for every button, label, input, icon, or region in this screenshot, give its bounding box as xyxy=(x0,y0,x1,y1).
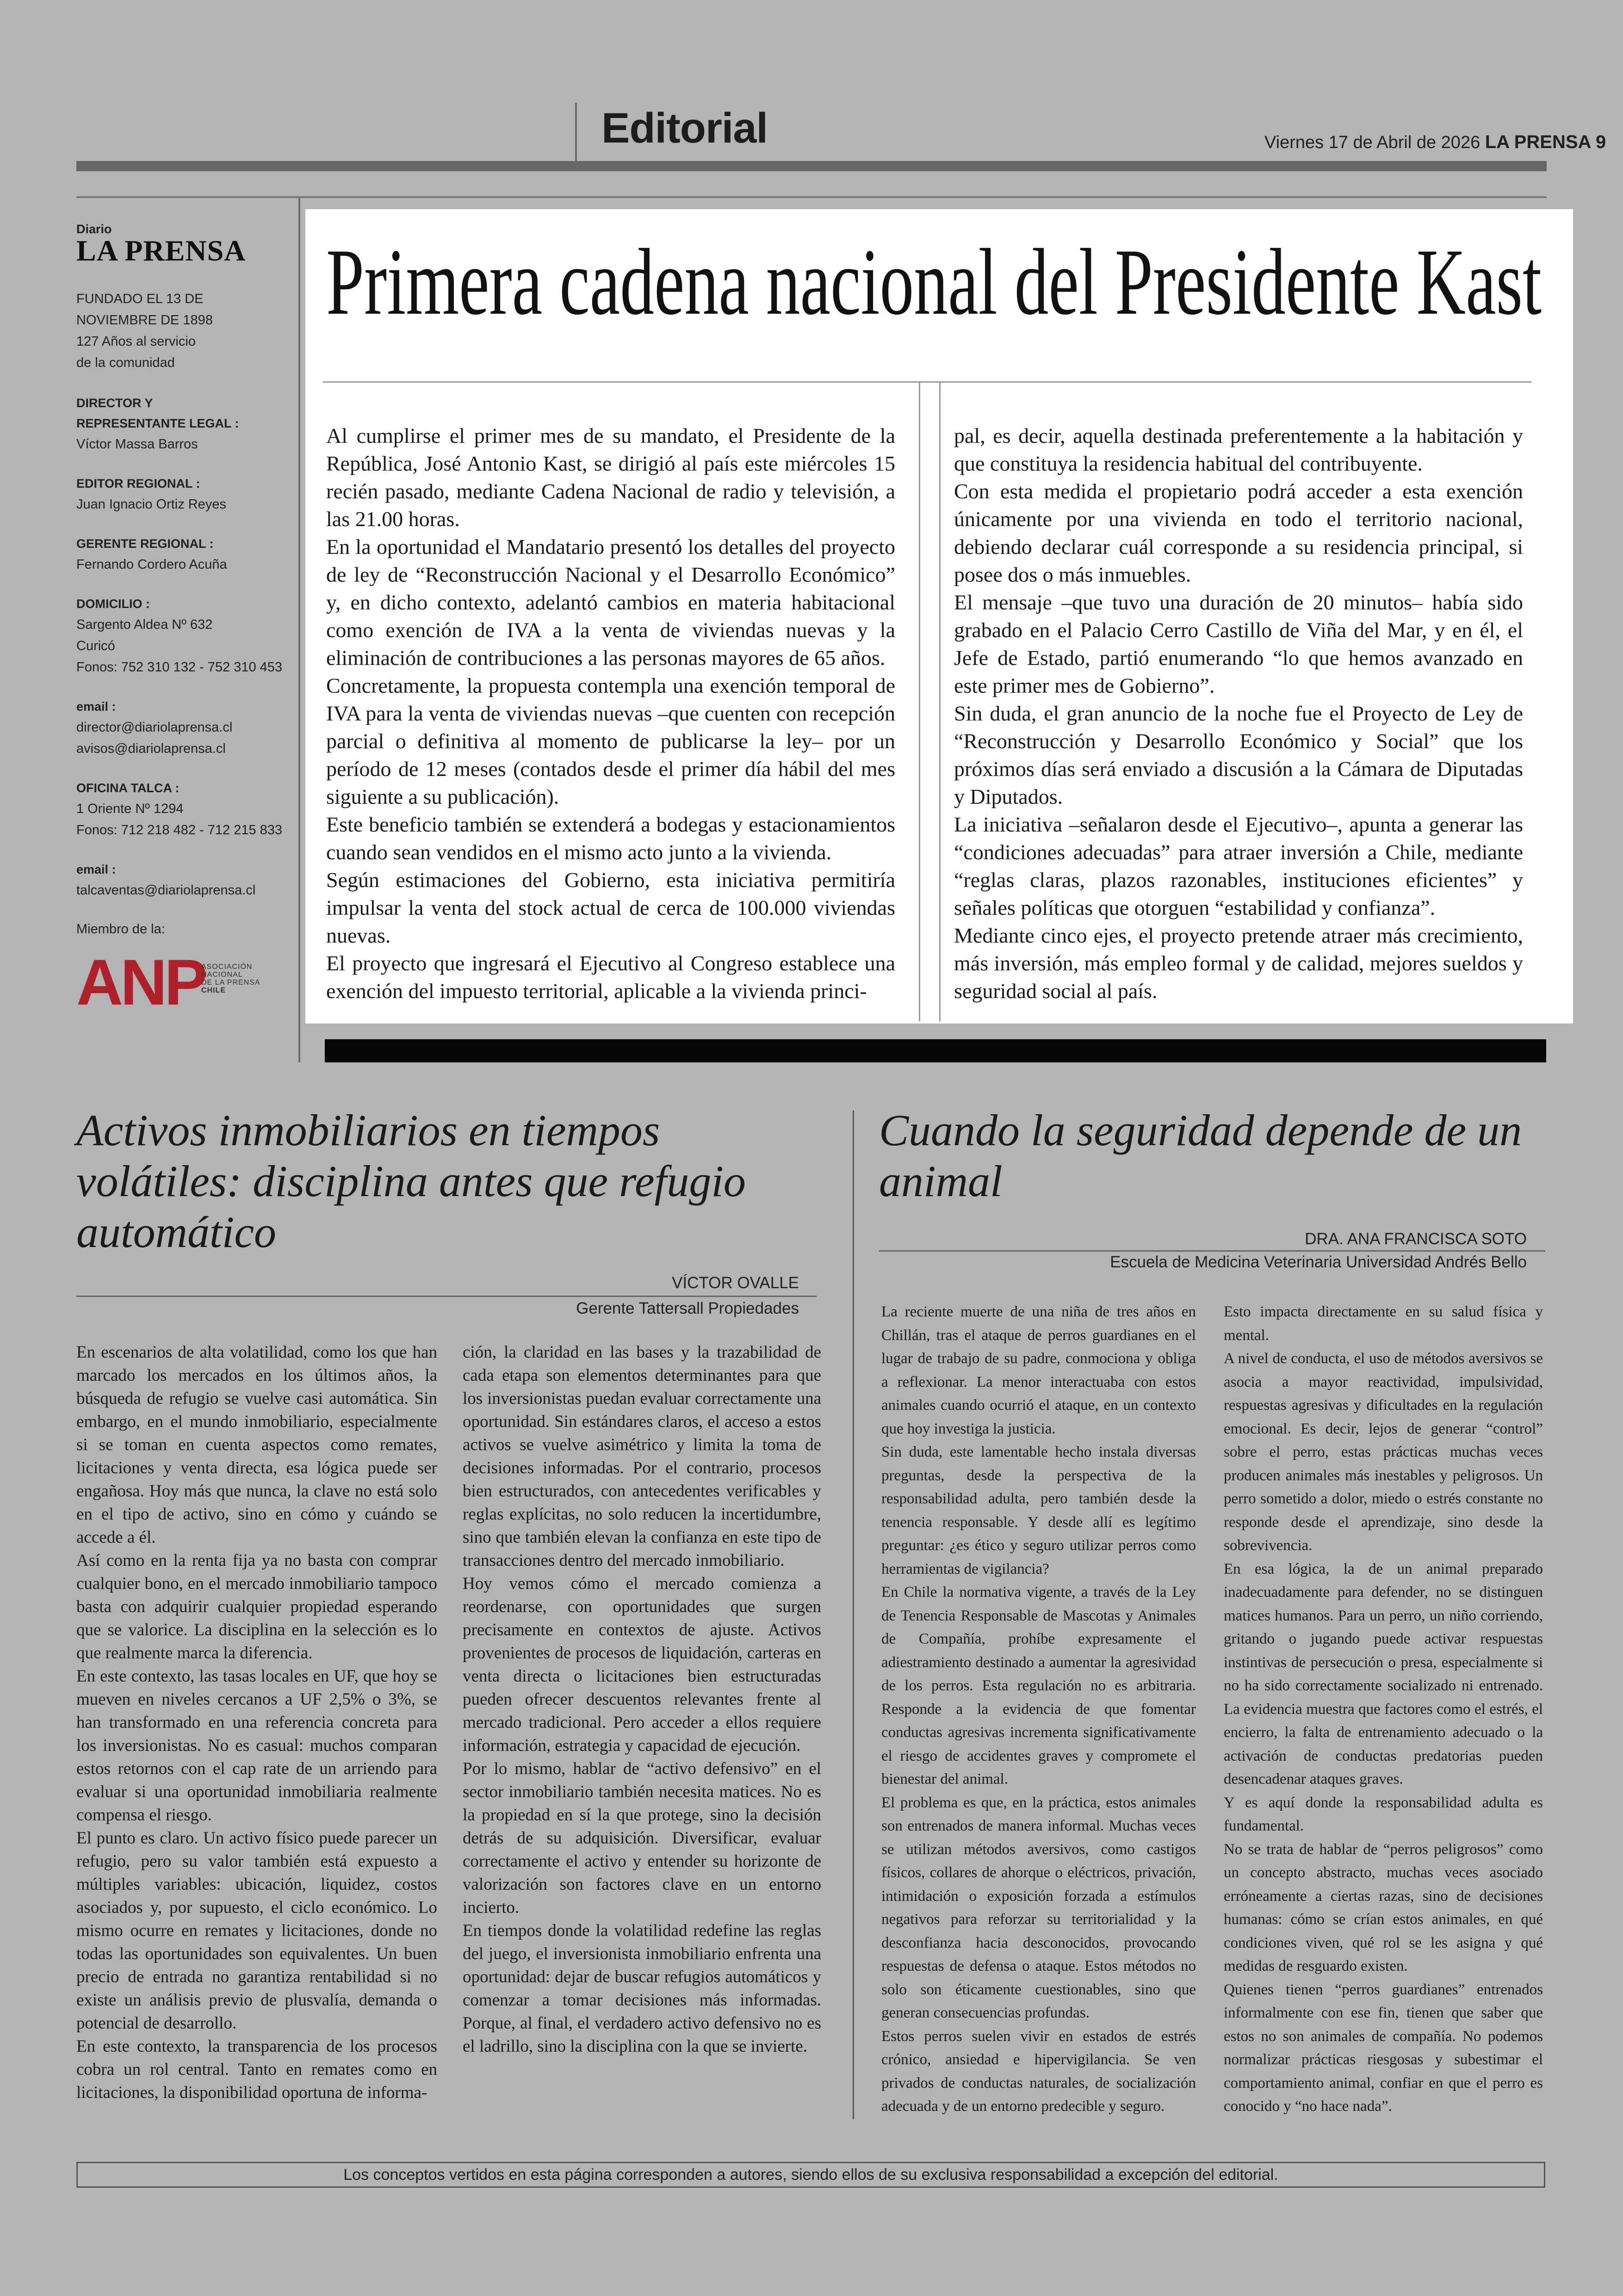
member-label: Miembro de la: xyxy=(76,922,165,937)
paragraph: A nivel de conducta, el uso de métodos aversivos se asocia a mayor reactividad, impulsividad, respuestas agresivas y dificultades en la regulación emocional. Es decir, lejos de generar “control” sobre el perro, estas prácticas muchas veces producen animales más inestables y peligrosos. Un perro sometido a dolor, miedo o estrés constante no responde desde el aprendizaje, sino desde la sobrevivencia. xyxy=(1224,1350,1543,1554)
paragraph: El problema es que, en la práctica, estos animales son entrenados de manera informal. Muchas veces se utilizan métodos aversivos, como castigos físicos, collares de ahorque o eléctricos, privación, intimidación o exposición forzada a estímulos negativos para reforzar su territorialidad y la desconfianza hacia desconocidos, provocando respuestas de defensa o ataque. Estos métodos no solo son éticamente cuestionables, sino que generan consecuencias profundas. xyxy=(881,1794,1196,2021)
anp-logo-mark: ANP xyxy=(76,946,205,1018)
address-line: Curicó xyxy=(76,639,115,653)
paragraph: Concretamente, la propuesta contempla una exención temporal de IVA para la venta de viviendas nuevas –que cuenten con recepción parcial o definitiva al momento de publicarse la ley– por un período de 12 meses (contados desde el primer día hábil del mes siguiente a su publicación). xyxy=(326,674,895,808)
masthead xyxy=(76,222,294,1019)
address-label: DOMICILIO : xyxy=(76,597,150,611)
column-rule xyxy=(939,383,941,1021)
email-link[interactable]: director@diariolaprensa.cl xyxy=(76,720,233,735)
editorial-column-1 xyxy=(326,422,895,1005)
header-dateline xyxy=(1264,132,1606,153)
paragraph: Con esta medida el propietario podrá acceder a esta exención únicamente por una vivienda en todo el territorio nacional, debiendo declarar cuál corresponde a su residencia principal, si posee dos o más inmuebles. xyxy=(954,479,1523,586)
article2-author-role: Escuela de Medicina Veterinaria Universidad Andrés Bello xyxy=(1110,1253,1527,1271)
masthead-divider xyxy=(298,198,300,1062)
column-rule xyxy=(919,383,920,1021)
paragraph: El proyecto que ingresará el Ejecutivo al Congreso establece una exención del impuesto territorial, aplicable a la vivienda princi- xyxy=(326,951,895,1003)
article1-author-role: Gerente Tattersall Propiedades xyxy=(576,1299,799,1317)
paragraph: pal, es decir, aquella destinada preferentemente a la habitación y que constituya la residencia habitual del contribuyente. xyxy=(954,424,1523,475)
paragraph: En escenarios de alta volatilidad, como los que han marcado los mercados en los últimos años, la búsqueda de refugio se vuelve casi automática. Sin embargo, en el mundo inmobiliario, especialmente si se toman en cuenta aspectos como remates, licitaciones y venta directa, esa lógica puede ser engañosa. Hoy más que nunca, la clave no está solo en el tipo de activo, sino en cómo y cuándo se accede a él. xyxy=(76,1343,437,1547)
paragraph: Sin duda, este lamentable hecho instala diversas preguntas, desde la perspectiva de la responsabilidad adulta, pero también desde la tenencia responsable. Y desde allí es legítimo preguntar: ¿es ético y seguro utilizar perros como herramientas de vigilancia? xyxy=(881,1444,1196,1577)
paragraph: En este contexto, las tasas locales en UF, que hoy se mueven en niveles cercanos a UF 2,5% o 3%, se han transformado en una referencia concreta para los inversionistas. No es casual: muchos comparan estos retornos con el cap rate de un arriendo para evaluar si una oportunidad inmobiliaria realmente compensa el riesgo. xyxy=(76,1667,437,1824)
editor-label: EDITOR REGIONAL : xyxy=(76,477,200,490)
manager-name: Fernando Cordero Acuña xyxy=(76,557,227,572)
article2-headline: Cuando la seguridad depende de un animal xyxy=(879,1105,1522,1206)
article1-byline-rule xyxy=(76,1296,817,1297)
paragraph: Quienes tienen “perros guardianes” entrenados informalmente con ese fin, tienen que saber que estos no son animales de compañía. No podemos normalizar prácticas riesgosas y subestimar el comportamiento animal, confiar en que el perro es conocido y “no hace nada”. xyxy=(1224,1981,1543,2115)
editor-name: Juan Ignacio Ortiz Reyes xyxy=(76,497,226,512)
talca-phones: Fonos: 712 218 482 - 712 215 833 xyxy=(76,823,283,838)
paragraph: Al cumplirse el primer mes de su mandato, el Presidente de la República, José Antonio Kast, se dirigió al país este miércoles 15 recién pasado, mediante Cadena Nacional de radio y televisión, a las 21.00 horas. xyxy=(326,424,895,531)
director-label: DIRECTOR Y REPRESENTANTE LEGAL : xyxy=(76,396,239,430)
article2-column-1 xyxy=(881,1300,1196,2118)
editorial-column-2 xyxy=(954,422,1523,1005)
paragraph: ción, la claridad en las bases y la trazabilidad de cada etapa son elementos determinantes para que los inversionistas puedan evaluar correctamente una oportunidad. Sin estándares claros, el acceso a estos activos se vuelve asimétrico y limita la toma de decisiones informadas. Por el contrario, procesos bien estructurados, con antecedentes verificables y reglas explícitas, no solo reducen la incertidumbre, sino que también elevan la confianza en este tipo de transacciones dentro del mercado inmobiliario. xyxy=(463,1343,821,1570)
anp-logo-caption: ASOCIACIÓN NACIONAL DE LA PRENSA CHILE xyxy=(201,963,260,994)
paragraph: Según estimaciones del Gobierno, esta iniciativa permitiría impulsar la venta del stock actual de cerca de 100.000 viviendas nuevas. xyxy=(326,868,895,947)
article1-headline: Activos inmobiliarios en tiempos volátiles: disciplina antes que refugio automático xyxy=(76,1105,746,1257)
section-title: Editorial xyxy=(601,105,768,152)
footer-disclaimer: Los conceptos vertidos en esta página corresponden a autores, siendo ellos de su exclusiva responsabilidad a excepción del editorial. xyxy=(76,2162,1545,2188)
editorial-bottom-bar xyxy=(325,1039,1546,1062)
paragraph: Esto impacta directamente en su salud física y mental. xyxy=(1224,1303,1543,1344)
talca-office-label: OFICINA TALCA : xyxy=(76,781,180,795)
address-line: Sargento Aldea Nº 632 xyxy=(76,617,213,632)
address-phones: Fonos: 752 310 132 - 752 310 453 xyxy=(76,660,283,675)
anp-logo xyxy=(76,946,294,1019)
paragraph: En Chile la normativa vigente, a través de la Ley de Tenencia Responsable de Mascotas y Animales de Compañía, prohíbe expresamente el adiestramiento destinado a aumentar la agresividad de los perros. Esta regulación no es arbitraria. Responde a la evidencia de que fomentar conductas agresivas incrementa significativamente el riesgo de accidentes graves y compromete el bienestar del animal. xyxy=(881,1584,1196,1787)
paragraph: Por lo mismo, hablar de “activo defensivo” en el sector inmobiliario también necesita matices. No es la propiedad en sí la que protege, sino la decisión detrás de su adquisición. Diversificar, evaluar correctamente el activo y entender su horizonte de valorización son factores clave en un entorno incierto. xyxy=(463,1759,821,1917)
paragraph: No se trata de hablar de “perros peligrosos” como un concepto abstracto, muchas veces asociado erróneamente a ciertas razas, sino de decisiones humanas: cómo se crían estos animales, en qué condiciones viven, qué rol se les asigna y qué medidas de resguardo existen. xyxy=(1224,1841,1543,1974)
email-label: email : xyxy=(76,700,116,714)
article1-author: VÍCTOR OVALLE xyxy=(672,1274,799,1292)
masthead-founded: FUNDADO EL 13 DE NOVIEMBRE DE 1898 127 Años al servicio de la comunidad xyxy=(76,292,213,370)
editorial-rule xyxy=(323,381,1531,383)
paragraph: La reciente muerte de una niña de tres años en Chillán, tras el ataque de perros guardianes en el lugar de trabajo de su padre, conmociona y obliga a reflexionar. La menor interactuaba con estos animales cuando ocurrió el ataque, en un contexto que hoy investiga la justicia. xyxy=(881,1303,1196,1437)
director-name: Víctor Massa Barros xyxy=(76,437,198,452)
paragraph: Hoy vemos cómo el mercado comienza a reordenarse, con oportunidades que surgen precisamente en contextos de ajuste. Activos provenientes de procesos de liquidación, carteras en venta directa o licitaciones bien estructuradas pueden ofrecer descuentos relevantes frente al mercado tradicional. Pero acceder a ellos requiere información, estrategia y capacidad de ejecución. xyxy=(463,1574,821,1755)
article1-column-1 xyxy=(76,1341,437,2104)
paragraph: Mediante cinco ejes, el proyecto pretende atraer más crecimiento, más inversión, más empleo formal y de calidad, mejores sueldos y seguridad social al país. xyxy=(954,924,1523,1003)
editorial-box xyxy=(305,209,1573,1024)
paper-page-number: LA PRENSA 9 xyxy=(1485,132,1606,152)
paragraph: En la oportunidad el Mandatario presentó los detalles del proyecto de ley de “Reconstrucción Nacional y el Desarrollo Económico” y, en dicho contexto, adelantó cambios en materia habitacional como exención de IVA a la venta de viviendas nuevas y la eliminación de contribuciones a las personas mayores de 65 años. xyxy=(326,535,895,670)
paragraph: Estos perros suelen vivir en estados de estrés crónico, ansiedad e hipervigilancia. Se ven privados de conductas naturales, de socialización adecuada y de un entorno predecible y seguro. xyxy=(881,2028,1196,2115)
masthead-logo: LA PRENSA xyxy=(76,234,246,267)
paragraph: En este contexto, la transparencia de los procesos cobra un rol central. Tanto en remates como en licitaciones, la disponibilidad oportuna de informa- xyxy=(76,2037,437,2102)
header-rule xyxy=(76,196,1547,198)
header-divider xyxy=(575,103,577,162)
paragraph: En esa lógica, la de un animal preparado inadecuadamente para defender, no se distinguen matices humanos. Para un perro, un niño corriendo, gritando o jugando puede activar respuestas instintivas de persecución o presa, especialmente si no ha sido correctamente socializado ni entrenado. La evidencia muestra que factores como el estrés, el encierro, la falta de entrenamiento adecuado o la activación de conductas predatorias pueden desencadenar ataques graves. xyxy=(1224,1560,1543,1787)
article1-column-2 xyxy=(463,1341,821,2058)
paragraph: En tiempos donde la volatilidad redefine las reglas del juego, el inversionista inmobiliario enfrenta una oportunidad: dejar de buscar refugios automáticos y comenzar a tomar decisiones más informadas. Porque, al final, el verdadero activo defensivo no es el ladrillo, sino la disciplina con la que se invierte. xyxy=(463,1921,821,2056)
email-link[interactable]: talcaventas@diariolaprensa.cl xyxy=(76,883,256,898)
article2-author: DRA. ANA FRANCISCA SOTO xyxy=(1305,1230,1527,1248)
talca-address: 1 Oriente Nº 1294 xyxy=(76,801,184,816)
paragraph: Y es aquí donde la responsabilidad adulta es fundamental. xyxy=(1224,1794,1543,1834)
paragraph: Así como en la renta fija ya no basta con comprar cualquier bono, en el mercado inmobiliario tampoco basta con adquirir cualquier propiedad esperando que se valorice. La disciplina en la selección es lo que realmente marca la diferencia. xyxy=(76,1551,437,1663)
manager-label: GERENTE REGIONAL : xyxy=(76,537,214,551)
email-link[interactable]: avisos@diariolaprensa.cl xyxy=(76,741,226,756)
editorial-headline: Primera cadena nacional del Presidente Kast xyxy=(326,230,1542,335)
article-divider xyxy=(853,1111,854,2119)
paragraph: La iniciativa –señalaron desde el Ejecutivo–, apunta a generar las “condiciones adecuadas” para atraer inversión a Chile, mediante “reglas claras, plazos razonables, instituciones eficientes” y señales políticas que otorguen “estabilidad y confianza”. xyxy=(954,813,1523,919)
article2-column-2 xyxy=(1224,1300,1543,2118)
paragraph: Sin duda, el gran anuncio de la noche fue el Proyecto de Ley de “Reconstrucción y Desarrollo Económico y Social” que los próximos días será enviado a discusión a la Cámara de Diputadas y Diputados. xyxy=(954,701,1523,808)
email2-label: email : xyxy=(76,863,116,876)
paragraph: El mensaje –que tuvo una duración de 20 minutos– había sido grabado en el Palacio Cerro Castillo de Viña del Mar, y en él, el Jefe de Estado, partió enumerando “lo que hemos avanzado en este primer mes de Gobierno”. xyxy=(954,590,1523,697)
paragraph: Este beneficio también se extenderá a bodegas y estacionamientos cuando sean vendidos en el mismo acto junto a la vivienda. xyxy=(326,813,895,864)
issue-date: Viernes 17 de Abril de 2026 xyxy=(1264,133,1481,152)
paragraph: El punto es claro. Un activo físico puede parecer un refugio, pero su valor también está expuesto a múltiples variables: ubicación, liquidez, costos asociados y, por supuesto, el ciclo económico. Lo mismo ocurre en remates y licitaciones, donde no todas las oportunidades son equivalentes. Un buen precio de entrada no garantiza rentabilidad si no existe un análisis previo de plusvalía, demanda o potencial de desarrollo. xyxy=(76,1829,437,2033)
masthead-diario: Diario xyxy=(76,222,112,236)
header-bar xyxy=(76,161,1547,171)
